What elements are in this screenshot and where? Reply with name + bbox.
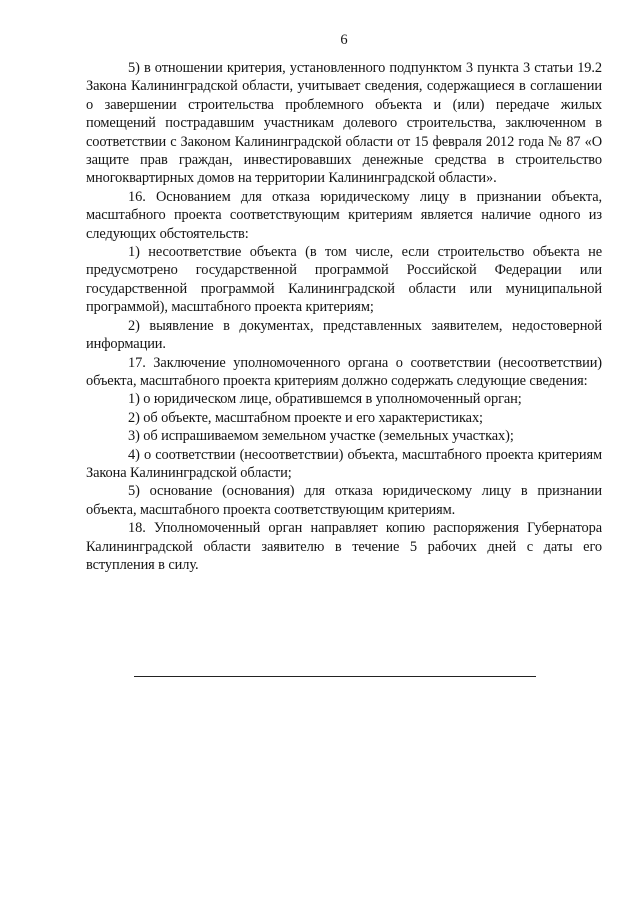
paragraph-18-copy: 18. Уполномоченный орган направляет копию распоряжения Губернатора Калининградской области заявителю в течение 5 рабочих дней с даты его вступления в силу. [86,520,602,573]
end-of-document-line [134,676,536,677]
paragraph-16-item-2: 2) выявление в документах, представленных заявителем, недостоверной информации. [86,317,602,353]
paragraph-17-item-2: 2) об объекте, масштабном проекте и его характеристиках; [128,409,483,426]
paragraph-17-item-1: 1) о юридическом лице, обратившемся в уполномоченный орган; [128,391,522,408]
paragraph-16-item-1: 1) несоответствие объекта (в том числе, если строительство объекта не предусмотрено государственной программой Российской Федерации или государственной программой Калининградской области или муниципальной программой), масштабного проекта критериям; [86,244,602,316]
paragraph-16-grounds: 16. Основанием для отказа юридическому лицу в признании объекта, масштабного проекта соответствующим критериям является наличие одного из следующих обстоятельств: [86,188,602,242]
paragraph-17-item-5: 5) основание (основания) для отказа юридическому лицу в признании объекта, масштабного проекта соответствующим критериям. [86,483,602,518]
paragraph-17-item-4: 4) о соответствии (несоответствии) объекта, масштабного проекта критериям Закона Калининградской области; [86,446,602,481]
page-number: 6 [340,32,348,48]
paragraph-5-criterion: 5) в отношении критерия, установленного подпунктом 3 пункта 3 статьи 19.2 Закона Калининградской области, учитывает сведения, содержащиеся в соглашении о завершении строительства проблемного объекта и (или) передаче жилых помещений пострадавшим участникам долевого строительства, заключенном в соответствии с Законом Калининградской области от 15 февраля 2012 года № 87 «О защите прав граждан, инвестировавших денежные средства в строительство многоквартирных домов на территории Калининградской области». [86,60,602,187]
paragraph-17-item-3: 3) об испрашиваемом земельном участке (земельных участках); [128,428,514,445]
paragraph-17-conclusion: 17. Заключение уполномоченного органа о соответствии (несоответствии) объекта, масштабного проекта критериям должно содержать следующие сведения: [86,354,602,389]
